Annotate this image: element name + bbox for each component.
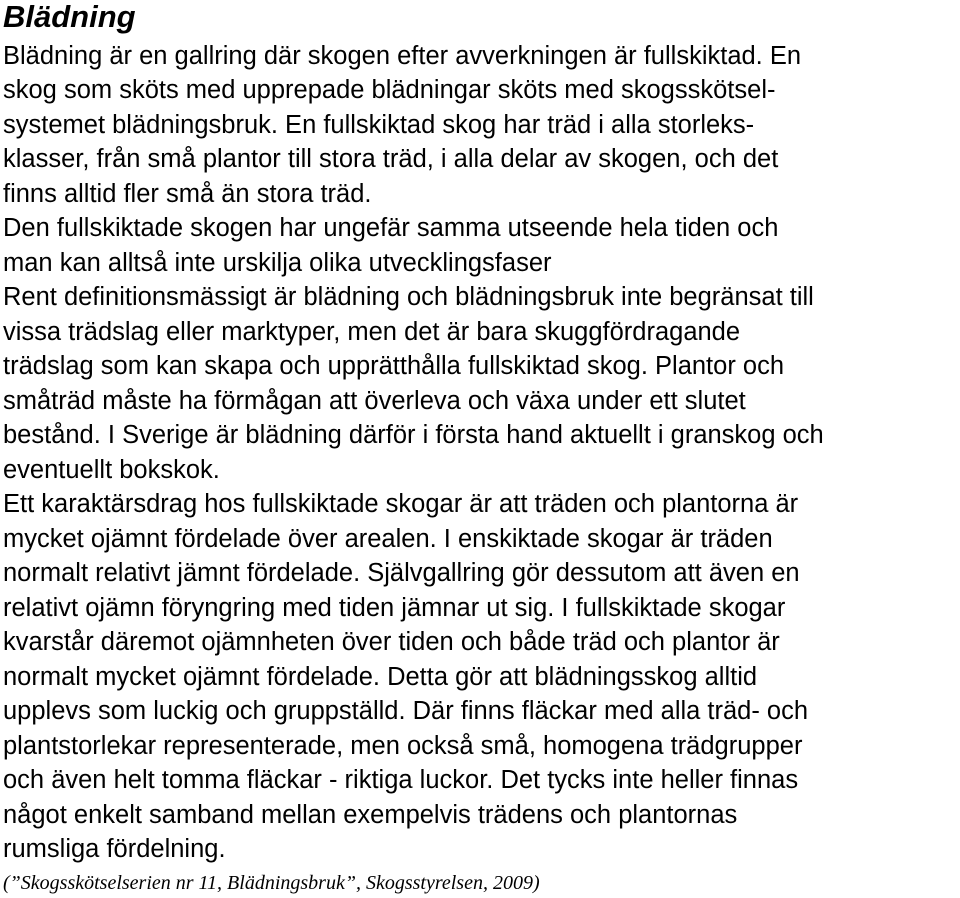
text-line: Rent definitionsmässigt är blädning och blädningsbruk inte begränsat till <box>3 283 814 311</box>
text-line: trädslag som kan skapa och upprätthålla fullskiktad skog. Plantor och <box>3 352 785 380</box>
text-line: finns alltid fler små än stora träd. <box>3 180 372 208</box>
text-line: skog som sköts med upprepade blädningar sköts med skogsskötsel- <box>3 76 776 104</box>
text-line: vissa trädslag eller marktyper, men det är bara skuggfördragande <box>3 318 741 346</box>
text-line: rumsliga fördelning. <box>3 835 226 863</box>
text-line: normalt mycket ojämnt fördelade. Detta gör att blädningsskog alltid <box>3 663 758 691</box>
text-line: upplevs som luckig och gruppställd. Där finns fläckar med alla träd- och <box>3 697 809 725</box>
text-line: Blädning är en gallring där skogen efter avverkningen är fullskiktad. En <box>3 42 802 70</box>
source-citation: (”Skogsskötselserien nr 11, Blädningsbruk”, Skogsstyrelsen, 2009) <box>3 872 540 894</box>
text-line: plantstorlekar representerade, men också små, homogena trädgrupper <box>3 732 803 760</box>
text-line: man kan alltså inte urskilja olika utvecklingsfaser <box>3 249 552 277</box>
text-line: Ett karaktärsdrag hos fullskiktade skogar är att träden och plantorna är <box>3 490 799 518</box>
text-line: något enkelt samband mellan exempelvis trädens och plantornas <box>3 801 738 829</box>
text-line: bestånd. I Sverige är blädning därför i första hand aktuellt i granskog och <box>3 421 824 449</box>
text-line: mycket ojämnt fördelade över arealen. I enskiktade skogar är träden <box>3 525 773 553</box>
text-line: normalt relativt jämnt fördelade. Självgallring gör dessutom att även en <box>3 559 800 587</box>
text-line: klasser, från små plantor till stora träd, i alla delar av skogen, och det <box>3 145 779 173</box>
page-title: Blädning <box>3 0 136 34</box>
text-line: småträd måste ha förmågan att överleva och växa under ett slutet <box>3 387 746 415</box>
text-line: och även helt tomma fläckar - riktiga luckor. Det tycks inte heller finnas <box>3 766 799 794</box>
text-line: eventuellt bokskok. <box>3 456 220 484</box>
text-line: systemet blädningsbruk. En fullskiktad skog har träd i alla storleks- <box>3 111 755 139</box>
text-line: kvarstår däremot ojämnheten över tiden och både träd och plantor är <box>3 628 780 656</box>
text-line: relativt ojämn föryngring med tiden jämnar ut sig. I fullskiktade skogar <box>3 594 786 622</box>
text-line: Den fullskiktade skogen har ungefär samma utseende hela tiden och <box>3 214 779 242</box>
